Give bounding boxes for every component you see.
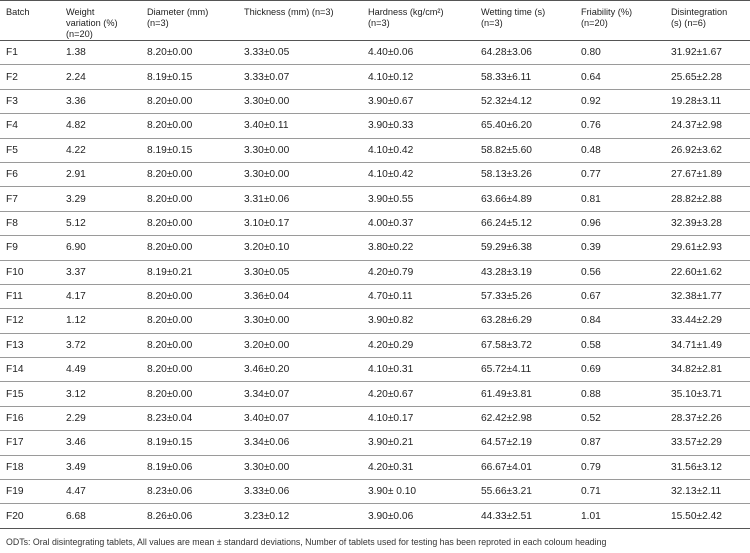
value-cell: 3.29 [66,193,86,205]
batch-cell: F3 [6,95,18,107]
value-cell: 34.71±1.49 [671,339,722,351]
column-header-line: Friability (%) [581,7,633,17]
value-cell: 3.12 [66,388,86,400]
value-cell: 3.20±0.00 [244,339,290,351]
batch-cell: F10 [6,266,24,278]
value-cell: 44.33±2.51 [481,510,532,522]
table-header-row [0,1,750,41]
value-cell: 4.10±0.42 [368,144,414,156]
value-cell: 8.19±0.15 [147,437,193,449]
value-cell: 27.67±1.89 [671,169,722,181]
table-row [0,504,750,528]
column-header-line: Weight [66,7,95,17]
value-cell: 0.39 [581,242,601,254]
value-cell: 59.29±6.38 [481,242,532,254]
value-cell: 64.57±2.19 [481,437,532,449]
value-cell: 22.60±1.62 [671,266,722,278]
value-cell: 0.84 [581,315,601,327]
value-cell: 4.47 [66,486,86,498]
table-row [0,309,750,333]
value-cell: 4.10±0.17 [368,413,414,425]
value-cell: 32.38±1.77 [671,291,722,303]
value-cell: 3.23±0.12 [244,510,290,522]
value-cell: 3.40±0.11 [244,120,289,132]
column-header [0,1,66,41]
column-header-line: (n=20) [581,18,608,28]
value-cell: 3.30±0.00 [244,169,290,181]
value-cell: 65.40±6.20 [481,120,532,132]
table-row [0,187,750,211]
column-header [671,1,750,41]
batch-cell: F12 [6,315,24,327]
batch-cell: F1 [6,47,18,59]
value-cell: 3.33±0.07 [244,71,290,83]
value-cell: 8.20±0.00 [147,364,193,376]
value-cell: 3.90±0.67 [368,95,414,107]
value-cell: 8.23±0.04 [147,413,193,425]
value-cell: 8.26±0.06 [147,510,193,522]
value-cell: 0.48 [581,144,601,156]
value-cell: 4.82 [66,120,86,132]
value-cell: 4.20±0.31 [368,461,414,473]
column-header-line: variation (%) [66,18,118,28]
value-cell: 1.12 [66,315,86,327]
value-cell: 15.50±2.42 [671,510,722,522]
table-row [0,333,750,357]
value-cell: 24.37±2.98 [671,120,722,132]
value-cell: 6.90 [66,242,86,254]
batch-cell: F11 [6,291,23,303]
value-cell: 4.10±0.42 [368,169,414,181]
value-cell: 3.49 [66,461,86,473]
value-cell: 28.37±2.26 [671,413,722,425]
value-cell: 0.87 [581,437,601,449]
value-cell: 43.28±3.19 [481,266,532,278]
value-cell: 3.34±0.06 [244,437,290,449]
value-cell: 3.90±0.55 [368,193,414,205]
value-cell: 57.33±5.26 [481,291,532,303]
value-cell: 0.69 [581,364,601,376]
value-cell: 3.10±0.17 [244,217,290,229]
value-cell: 3.90±0.82 [368,315,414,327]
value-cell: 4.22 [66,144,86,156]
value-cell: 61.49±3.81 [481,388,532,400]
value-cell: 0.71 [581,486,601,498]
value-cell: 0.67 [581,291,601,303]
batch-cell: F6 [6,169,18,181]
value-cell: 33.44±2.29 [671,315,722,327]
table-row [0,455,750,479]
table-row [0,406,750,430]
value-cell: 32.13±2.11 [671,486,722,498]
column-header-line: (n=3) [147,18,169,28]
value-cell: 33.57±2.29 [671,437,722,449]
value-cell: 3.33±0.05 [244,47,290,59]
value-cell: 3.31±0.06 [244,193,290,205]
value-cell: 8.20±0.00 [147,95,193,107]
value-cell: 3.90±0.33 [368,120,414,132]
column-header [581,1,671,41]
value-cell: 3.30±0.05 [244,266,290,278]
batch-cell: F15 [6,388,24,400]
table-row [0,114,750,138]
batch-cell: F13 [6,339,24,351]
value-cell: 4.10±0.31 [368,364,414,376]
value-cell: 0.64 [581,71,601,83]
table-row [0,260,750,284]
value-cell: 8.20±0.00 [147,388,193,400]
value-cell: 67.58±3.72 [481,339,532,351]
table-row [0,211,750,235]
batch-cell: F17 [6,437,24,449]
value-cell: 3.90± 0.10 [368,486,417,498]
value-cell: 31.92±1.67 [671,47,722,59]
value-cell: 4.00±0.37 [368,217,414,229]
column-header-line: (n=20) [66,29,93,39]
value-cell: 32.39±3.28 [671,217,722,229]
value-cell: 0.79 [581,461,601,473]
column-header [368,1,481,41]
value-cell: 3.34±0.07 [244,388,290,400]
column-header [244,1,368,41]
table-row [0,162,750,186]
value-cell: 6.68 [66,510,86,522]
value-cell: 3.46 [66,437,86,449]
value-cell: 0.96 [581,217,601,229]
value-cell: 3.80±0.22 [368,242,414,254]
value-cell: 0.58 [581,339,601,351]
batch-cell: F2 [6,71,18,83]
value-cell: 8.19±0.06 [147,461,193,473]
value-cell: 28.82±2.88 [671,193,722,205]
column-header-line: Wetting time (s) [481,7,546,17]
value-cell: 8.20±0.00 [147,291,193,303]
column-header [66,1,147,41]
value-cell: 5.12 [66,217,86,229]
value-cell: 4.20±0.67 [368,388,414,400]
value-cell: 0.80 [581,47,601,59]
value-cell: 4.20±0.79 [368,266,414,278]
value-cell: 3.30±0.00 [244,461,290,473]
value-cell: 8.20±0.00 [147,315,193,327]
value-cell: 58.82±5.60 [481,144,532,156]
batch-cell: F8 [6,217,18,229]
value-cell: 8.20±0.00 [147,120,193,132]
batch-cell: F16 [6,413,24,425]
batch-cell: F9 [6,242,18,254]
column-header-line: Hardness (kg/cm²) [368,7,444,17]
batch-cell: F19 [6,486,24,498]
value-cell: 66.24±5.12 [481,217,532,229]
value-cell: 8.19±0.15 [147,144,193,156]
value-cell: 0.52 [581,413,601,425]
value-cell: 0.81 [581,193,601,205]
value-cell: 3.20±0.10 [244,242,290,254]
value-cell: 55.66±3.21 [481,486,532,498]
value-cell: 3.46±0.20 [244,364,290,376]
table-row [0,89,750,113]
value-cell: 4.49 [66,364,86,376]
column-header-line: Disintegration [671,7,728,17]
value-cell: 0.92 [581,95,601,107]
table-footnote: ODTs: Oral disintegrating tablets, All values are mean ± standard deviations, Number of tablets used for testing has been reproted in each coloum heading [6,537,607,547]
value-cell: 25.65±2.28 [671,71,722,83]
value-cell: 2.24 [66,71,86,83]
value-cell: 29.61±2.93 [671,242,722,254]
column-header-line: (n=3) [368,18,390,28]
batch-cell: F20 [6,510,24,522]
table-row [0,480,750,504]
value-cell: 3.90±0.06 [368,510,414,522]
batch-cell: F4 [6,120,18,132]
batch-cell: F7 [6,193,18,205]
value-cell: 31.56±3.12 [671,461,722,473]
column-header-line: Batch [6,7,30,17]
value-cell: 8.20±0.00 [147,47,193,59]
value-cell: 1.01 [581,510,601,522]
table-row [0,284,750,308]
value-cell: 35.10±3.71 [671,388,722,400]
value-cell: 3.37 [66,266,86,278]
value-cell: 66.67±4.01 [481,461,532,473]
value-cell: 63.28±6.29 [481,315,532,327]
table-row [0,65,750,89]
value-cell: 8.19±0.15 [147,71,193,83]
value-cell: 58.33±6.11 [481,71,532,83]
table-row [0,41,750,65]
table-row [0,431,750,455]
value-cell: 8.20±0.00 [147,193,193,205]
value-cell: 62.42±2.98 [481,413,532,425]
value-cell: 58.13±3.26 [481,169,532,181]
value-cell: 8.20±0.00 [147,339,193,351]
value-cell: 3.30±0.00 [244,144,290,156]
value-cell: 8.20±0.00 [147,169,193,181]
table-row [0,358,750,382]
value-cell: 3.36±0.04 [244,291,290,303]
value-cell: 1.38 [66,47,86,59]
table-row [0,236,750,260]
value-cell: 0.88 [581,388,601,400]
value-cell: 52.32±4.12 [481,95,532,107]
value-cell: 34.82±2.81 [671,364,722,376]
value-cell: 26.92±3.62 [671,144,722,156]
batch-cell: F14 [6,364,24,376]
column-header-line: (n=3) [481,18,503,28]
value-cell: 8.20±0.00 [147,242,193,254]
column-header [481,1,581,41]
value-cell: 4.10±0.12 [368,71,414,83]
value-cell: 3.33±0.06 [244,486,290,498]
value-cell: 65.72±4.11 [481,364,532,376]
value-cell: 3.90±0.21 [368,437,414,449]
value-cell: 8.19±0.21 [147,266,193,278]
batch-cell: F18 [6,461,24,473]
value-cell: 3.30±0.00 [244,315,290,327]
value-cell: 3.30±0.00 [244,95,290,107]
value-cell: 8.20±0.00 [147,217,193,229]
value-cell: 4.20±0.29 [368,339,414,351]
value-cell: 0.76 [581,120,601,132]
value-cell: 4.70±0.11 [368,291,413,303]
table-body [0,41,750,529]
value-cell: 0.77 [581,169,601,181]
value-cell: 0.56 [581,266,601,278]
value-cell: 3.72 [66,339,86,351]
value-cell: 2.29 [66,413,86,425]
value-cell: 64.28±3.06 [481,47,532,59]
column-header-line: Diameter (mm) [147,7,209,17]
value-cell: 2.91 [66,169,86,181]
column-header [147,1,244,41]
column-header-line: (s) (n=6) [671,18,706,28]
value-cell: 19.28±3.11 [671,95,722,107]
column-header-line: Thickness (mm) (n=3) [244,7,334,17]
table-row [0,382,750,406]
value-cell: 3.40±0.07 [244,413,290,425]
value-cell: 8.23±0.06 [147,486,193,498]
value-cell: 4.17 [66,291,86,303]
table-row [0,138,750,162]
batch-cell: F5 [6,144,18,156]
value-cell: 3.36 [66,95,86,107]
value-cell: 63.66±4.89 [481,193,532,205]
value-cell: 4.40±0.06 [368,47,414,59]
